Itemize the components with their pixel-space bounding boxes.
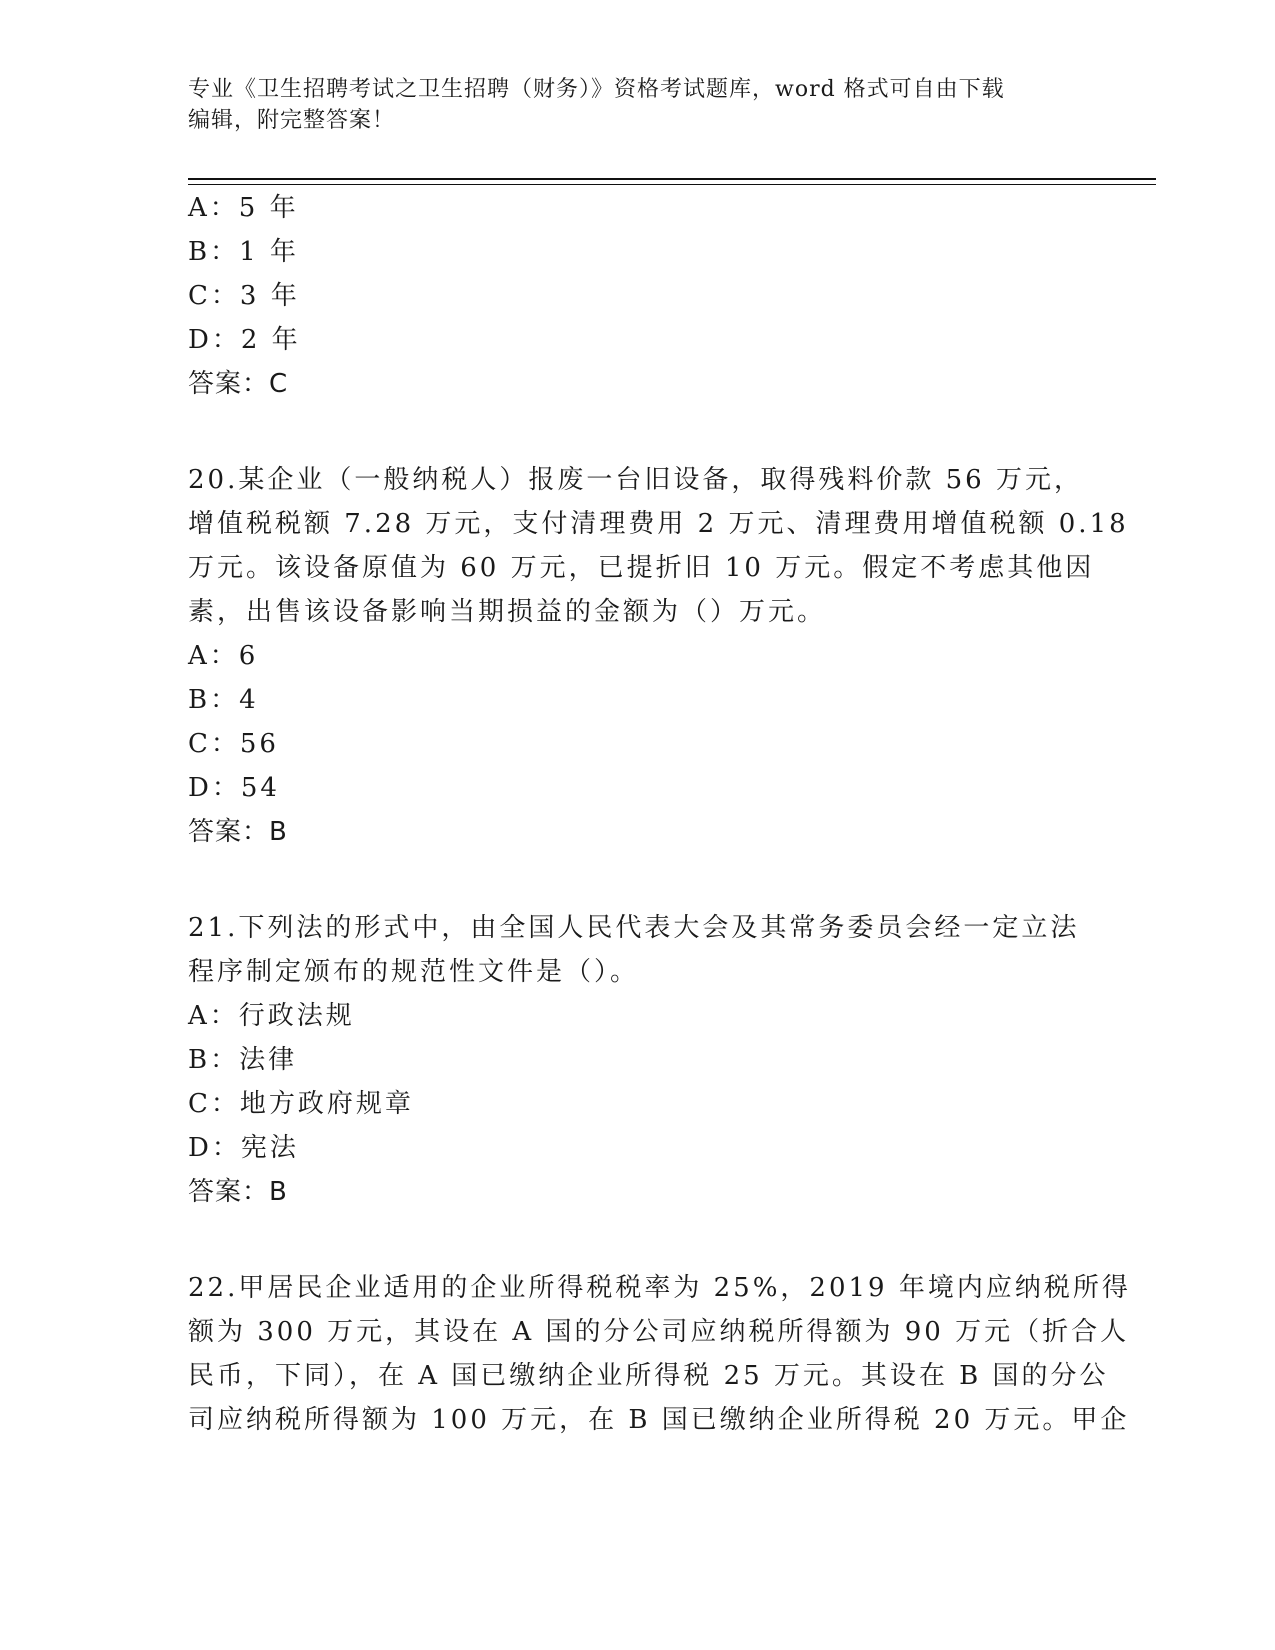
q20-stem-line-2: 增值税税额 7.28 万元，支付清理费用 2 万元、清理费用增值税额 0.18 bbox=[188, 509, 1129, 539]
q20-stem-line-1: 20.某企业（一般纳税人）报废一台旧设备，取得残料价款 56 万元， bbox=[188, 465, 1083, 495]
q22-stem-line-4: 司应纳税所得额为 100 万元，在 B 国已缴纳企业所得税 20 万元。甲企 bbox=[188, 1405, 1130, 1435]
document-header bbox=[188, 74, 1068, 136]
q21-option-b: B：法律 bbox=[188, 1045, 298, 1075]
q21-option-c: C：地方政府规章 bbox=[188, 1089, 414, 1119]
q19-option-b: B：1 年 bbox=[188, 237, 299, 267]
q21-answer: 答案：B bbox=[188, 1177, 288, 1207]
q19-option-d: D：2 年 bbox=[188, 325, 301, 355]
header-line-1: 专业《卫生招聘考试之卫生招聘（财务）》资格考试题库，word 格式可自由下载 bbox=[188, 77, 1005, 102]
q22-stem-line-3: 民币，下同），在 A 国已缴纳企业所得税 25 万元。其设在 B 国的分公 bbox=[188, 1361, 1109, 1391]
q19-answer: 答案：C bbox=[188, 369, 289, 399]
q22-stem-line-1: 22.甲居民企业适用的企业所得税税率为 25%，2019 年境内应纳税所得 bbox=[188, 1273, 1131, 1303]
q21-stem-line-1: 21.下列法的形式中，由全国人民代表大会及其常务委员会经一定立法 bbox=[188, 913, 1080, 943]
header-divider-thick bbox=[188, 178, 1156, 180]
q20-option-b: B：4 bbox=[188, 685, 259, 715]
q20-answer: 答案：B bbox=[188, 817, 288, 847]
header-line-2: 编辑，附完整答案！ bbox=[188, 108, 396, 133]
q20-option-c: C：56 bbox=[188, 729, 279, 759]
header-divider-thin bbox=[188, 184, 1156, 185]
q22-stem-line-2: 额为 300 万元，其设在 A 国的分公司应纳税所得额为 90 万元（折合人 bbox=[188, 1317, 1130, 1347]
q20-stem-line-3: 万元。该设备原值为 60 万元，已提折旧 10 万元。假定不考虑其他因 bbox=[188, 553, 1095, 583]
q20-stem-line-4: 素，出售该设备影响当期损益的金额为（）万元。 bbox=[188, 597, 827, 627]
q19-option-c: C：3 年 bbox=[188, 281, 300, 311]
q19-option-a: A：5 年 bbox=[188, 193, 299, 223]
q21-option-a: A：行政法规 bbox=[188, 1001, 355, 1031]
q21-option-d: D：宪法 bbox=[188, 1133, 299, 1163]
q20-option-d: D：54 bbox=[188, 773, 280, 803]
q20-option-a: A：6 bbox=[188, 641, 259, 671]
q21-stem-line-2: 程序制定颁布的规范性文件是（）。 bbox=[188, 957, 640, 987]
